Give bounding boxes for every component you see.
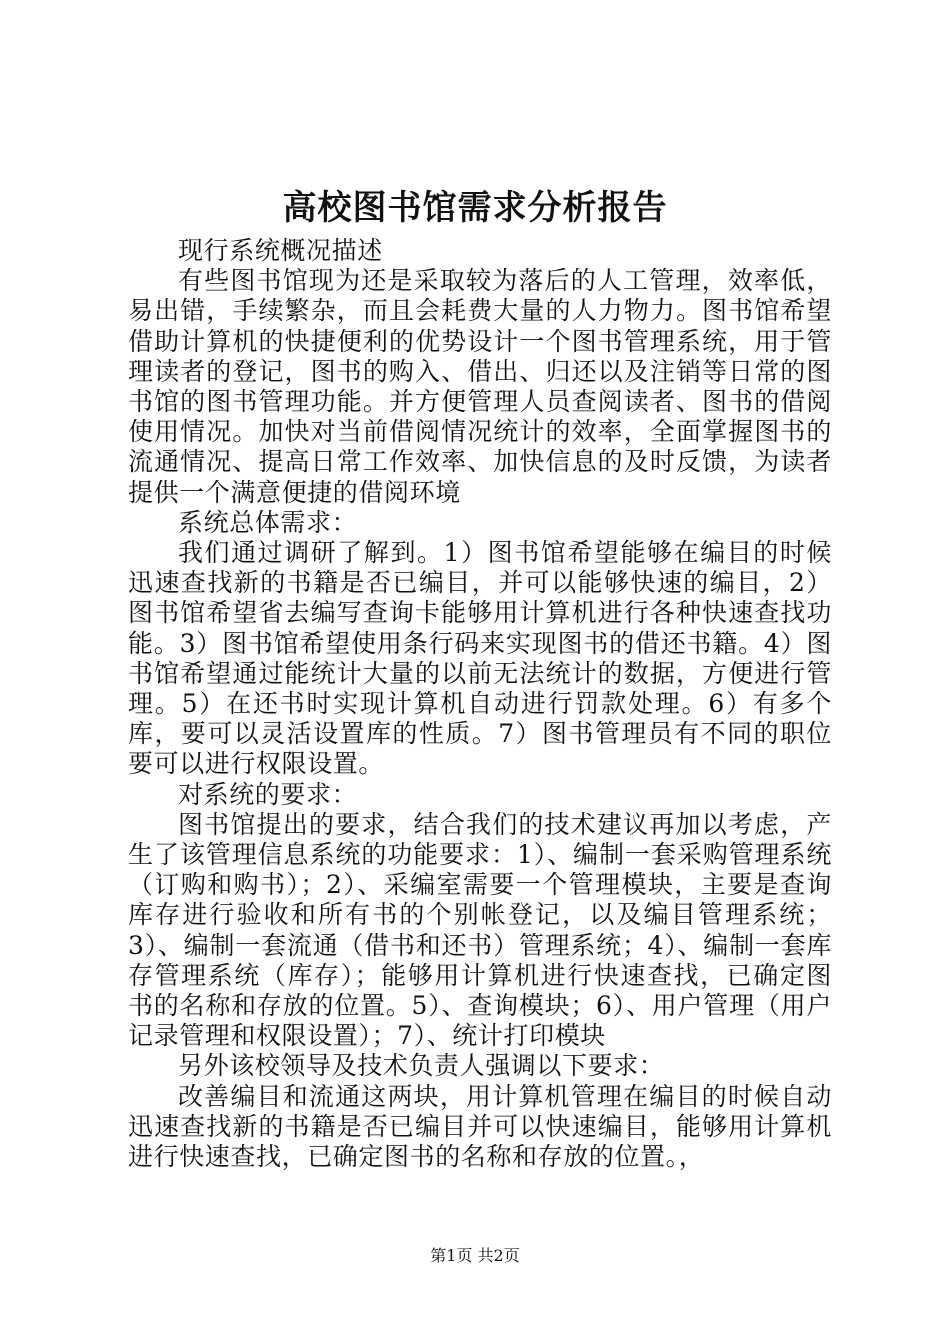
section-heading-system-requirements: 对系统的要求：: [178, 779, 358, 809]
paragraph-system-requirements: 图书馆提出的要求，结合我们的技术建议再加以考虑，产生了该管理信息系统的功能要求：1）、编制一套采购管理系统（订购和购书）；2）、采编室需要一个管理模块，主要是查询库存进行验收和所有书的个别帐登记，以及编目管理系统；3）、编制一套流通（借书和还书）管理系统；4）、编制一套库存管理系统（库存）；能够用计算机进行快速查找，已确定图书的名称和存放的位置。5）、查询模块；6）、用户管理（用户记录管理和权限设置）；7）、统计打印模块: [128, 809, 832, 1051]
document-title: 高校图书馆需求分析报告: [282, 188, 668, 228]
paragraph-overall-requirements: 我们通过调研了解到。1）图书馆希望能够在编目的时候迅速查找新的书籍是否已编目，并可以能够快速的编目，2）图书馆希望省去编写查询卡能够用计算机进行各种快速查找功能。3）图书馆希望使用条行码来实现图书的借还书籍。4）图书馆希望通过能统计大量的以前无法统计的数据，方便进行管理。5）在还书时实现计算机自动进行罚款处理。6）有多个库，要可以灵活设置库的性质。7）图书管理员有不同的职位要可以进行权限设置。: [128, 538, 832, 779]
section-heading-leadership-requirements: 另外该校领导及技术负责人强调以下要求：: [178, 1051, 665, 1081]
page-footer: 第1页 共2页: [430, 1246, 520, 1265]
section-heading-current-system: 现行系统概况描述: [178, 236, 383, 265]
paragraph-leadership-requirements: 改善编目和流通这两块，用计算机管理在编目的时候自动迅速查找新的书籍是否已编目并可以快速编目，能够用计算机进行快速查找，已确定图书的名称和存放的位置。，: [128, 1081, 832, 1172]
paragraph-current-system: 有些图书馆现为还是采取较为落后的人工管理，效率低，易出错，手续繁杂，而且会耗费大量的人力物力。图书馆希望借助计算机的快捷便利的优势设计一个图书管理系统，用于管理读者的登记，图书的购入、借出、归还以及注销等日常的图书馆的图书管理功能。并方便管理人员查阅读者、图书的借阅使用情况。加快对当前借阅情况统计的效率，全面掌握图书的流通情况、提高日常工作效率、加快信息的及时反馈，为读者提供一个满意便捷的借阅环境: [128, 266, 832, 507]
section-heading-overall-requirements: 系统总体需求：: [178, 507, 358, 537]
document-body: [128, 236, 832, 1172]
